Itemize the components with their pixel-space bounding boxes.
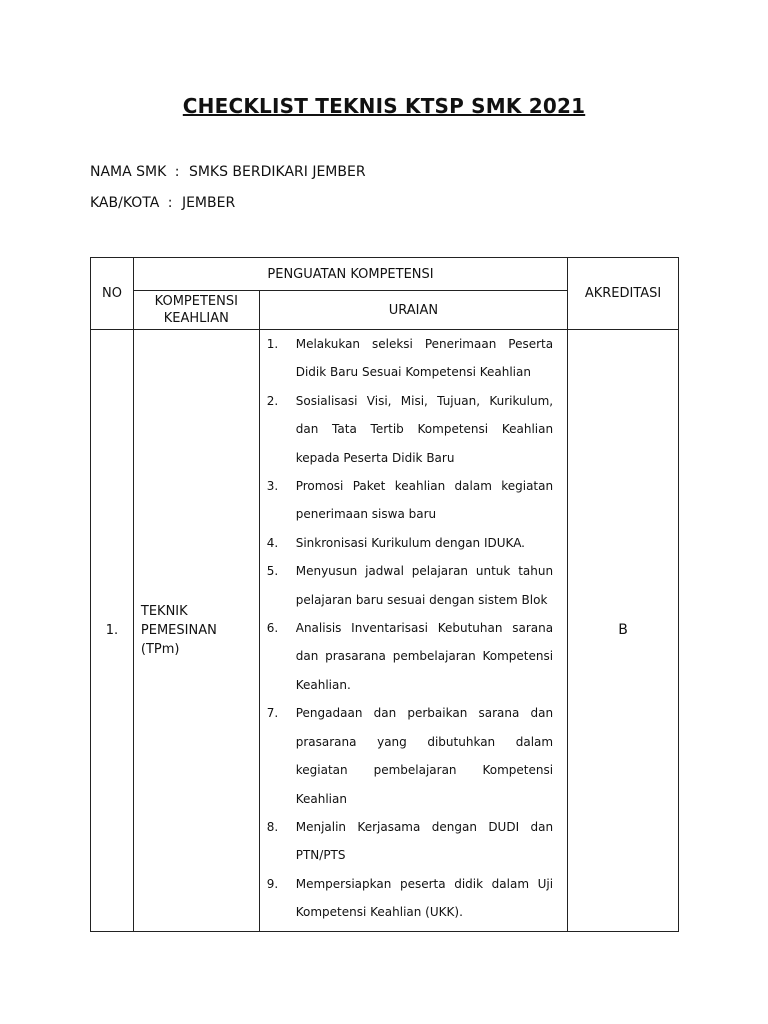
uraian-item-text: Sinkronisasi Kurikulum dengan IDUKA. [295, 535, 525, 550]
header-uraian: URAIAN [259, 291, 567, 330]
uraian-item [266, 529, 553, 557]
city-info-row [90, 195, 235, 211]
header-row-top [91, 258, 679, 291]
uraian-item [266, 472, 553, 529]
uraian-item [266, 699, 553, 813]
city-value: JEMBER [181, 195, 236, 211]
uraian-item-text: Melakukan seleksi Penerimaan Peserta Didik Baru Sesuai Kompetensi Keahlian [295, 337, 554, 380]
uraian-item-number: 4. [266, 535, 279, 550]
uraian-item [266, 813, 553, 870]
uraian-item-number: 7. [266, 706, 279, 721]
uraian-item [266, 870, 553, 927]
city-separator: : [167, 195, 173, 211]
header-akreditasi: AKREDITASI [568, 258, 679, 330]
uraian-list [260, 330, 567, 931]
row-number: 1. [91, 330, 134, 932]
uraian-item-number: 6. [266, 621, 279, 636]
row-uraian [259, 330, 567, 932]
uraian-item [266, 557, 553, 614]
school-separator: : [174, 164, 180, 180]
school-info-row [90, 164, 366, 180]
uraian-item-text: Menjalin Kerjasama dengan DUDI dan PTN/PTS [295, 819, 554, 863]
table-row [91, 330, 679, 932]
uraian-item-number: 2. [266, 393, 279, 408]
uraian-item-number: 3. [266, 479, 279, 494]
uraian-item-text: Analisis Inventarisasi Kebutuhan sarana dan prasarana pembelajaran Kompetensi Keahlian. [295, 621, 554, 692]
school-label: NAMA SMK [90, 164, 167, 180]
uraian-item-number: 8. [266, 819, 279, 834]
uraian-item-text: Sosialisasi Visi, Misi, Tujuan, Kurikulum, dan Tata Tertib Kompetensi Keahlian kepada Peserta Didik Baru [295, 393, 554, 465]
school-value: SMKS BERDIKARI JEMBER [188, 164, 366, 180]
header-kompetensi-keahlian: KOMPETENSI KEAHLIAN [133, 291, 259, 330]
uraian-item [266, 330, 553, 387]
uraian-item-number: 5. [266, 564, 279, 579]
checklist-table [90, 257, 679, 932]
city-label: KAB/KOTA [90, 195, 160, 211]
row-akreditasi: B [568, 330, 679, 932]
header-no: NO [91, 258, 134, 330]
uraian-item-text: Pengadaan dan perbaikan sarana dan prasarana yang dibutuhkan dalam kegiatan pembelajaran Kompetensi Keahlian [295, 706, 554, 806]
uraian-item-text: Mempersiapkan peserta didik dalam Uji Kompetensi Keahlian (UKK). [295, 876, 554, 920]
row-kompetensi: TEKNIK PEMESINAN (TPm) [133, 330, 259, 932]
uraian-item-text: Menyusun jadwal pelajaran untuk tahun pelajaran baru sesuai dengan sistem Blok [295, 564, 554, 607]
document-title: CHECKLIST TEKNIS KTSP SMK 2021 [182, 94, 586, 118]
uraian-item-number: 1. [266, 337, 279, 351]
uraian-item-text: Promosi Paket keahlian dalam kegiatan penerimaan siswa baru [295, 479, 554, 522]
uraian-item [266, 387, 553, 472]
header-penguatan-kompetensi: PENGUATAN KOMPETENSI [133, 258, 567, 291]
uraian-item [266, 614, 553, 699]
uraian-item-number: 9. [266, 876, 279, 891]
